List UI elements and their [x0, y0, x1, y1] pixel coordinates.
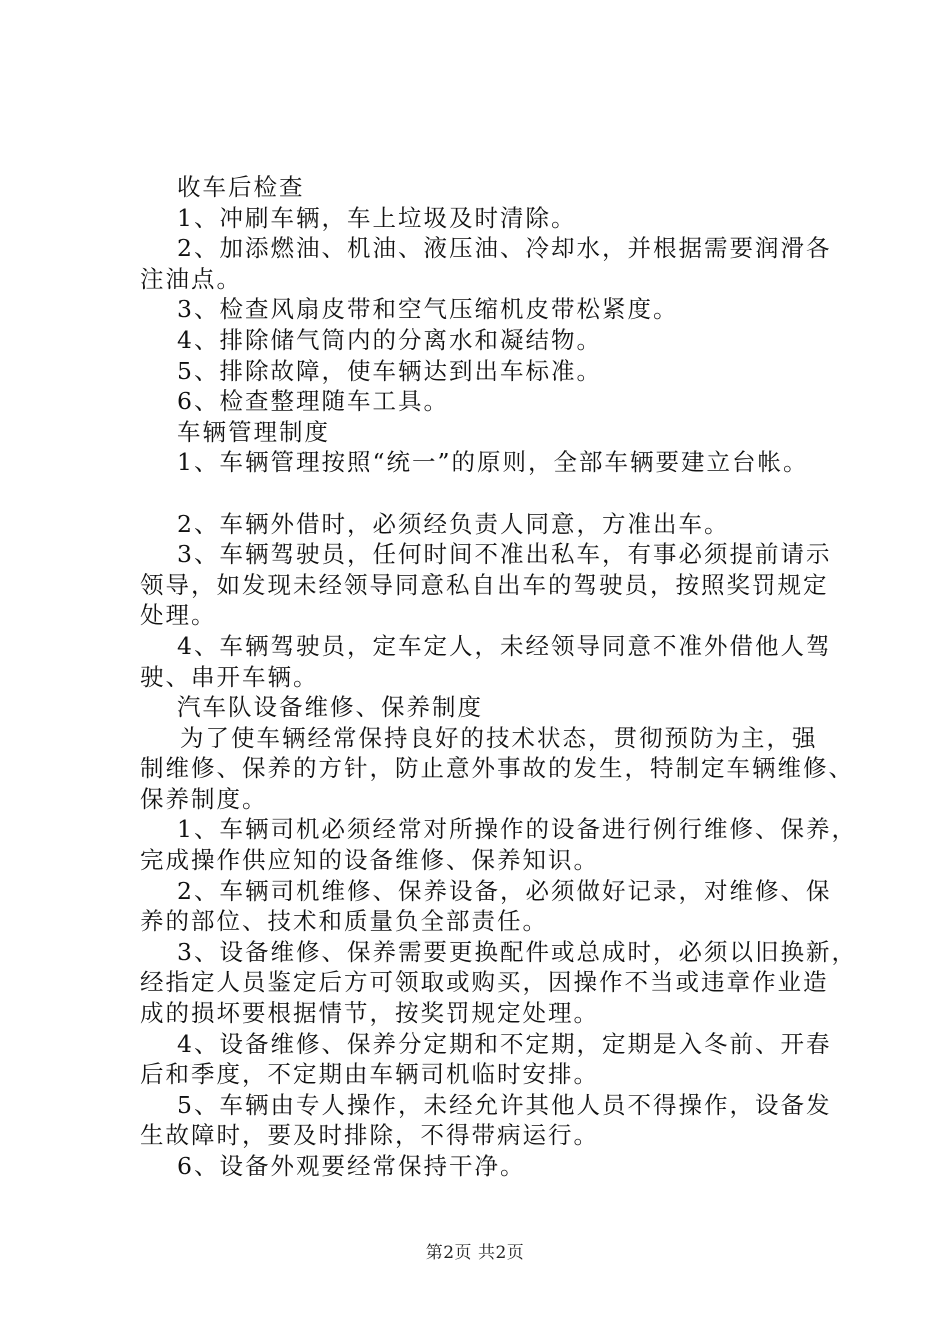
- section-heading-vehicle-management: 车辆管理制度: [177, 417, 330, 446]
- paragraph-line: 保养制度。: [140, 784, 268, 813]
- paragraph-line: 1、车辆管理按照“统一”的原则，全部车辆要建立台帐。: [177, 448, 809, 477]
- document-body: [140, 172, 857, 1182]
- paragraph-line: 完成操作供应知的设备维修、保养知识。: [140, 846, 599, 875]
- paragraph-line: 2、车辆外借时，必须经负责人同意，方准出车。: [177, 509, 730, 538]
- paragraph-line: 注油点。: [140, 264, 242, 293]
- paragraph-line: 1、冲刷车辆，车上垃圾及时清除。: [177, 203, 577, 232]
- paragraph-line: 5、车辆由专人操作，未经允许其他人员不得操作，设备发: [177, 1090, 832, 1119]
- paragraph-line: 养的部位、技术和质量负全部责任。: [140, 907, 548, 936]
- paragraph-line: 3、车辆驾驶员，任何时间不准出私车，有事必须提前请示: [177, 540, 832, 569]
- paragraph-line: 5、排除故障，使车辆达到出车标准。: [177, 356, 602, 385]
- section-heading-post-trip-check: 收车后检查: [177, 173, 305, 201]
- paragraph-line: 4、排除储气筒内的分离水和凝结物。: [177, 325, 602, 354]
- blank-line: [140, 478, 840, 509]
- paragraph-line: 6、检查整理随车工具。: [177, 387, 449, 416]
- paragraph-line: 2、加添燃油、机油、液压油、冷却水，并根据需要润滑各: [177, 234, 832, 263]
- section-heading-maintenance: 汽车队设备维修、保养制度: [177, 693, 483, 722]
- paragraph-line: 后和季度，不定期由车辆司机临时安排。: [140, 1060, 599, 1089]
- paragraph-line: 为了使车辆经常保持良好的技术状态，贯彻预防为主，强: [180, 723, 818, 752]
- paragraph-line: 1、车辆司机必须经常对所操作的设备进行例行维修、保养，: [177, 815, 857, 844]
- paragraph-line: 处理。: [140, 601, 217, 630]
- paragraph-line: 成的损坏要根据情节，按奖罚规定处理。: [140, 999, 599, 1028]
- paragraph-line: 2、车辆司机维修、保养设备，必须做好记录，对维修、保: [177, 876, 832, 905]
- paragraph-line: 3、设备维修、保养需要更换配件或总成时，必须以旧换新，: [177, 937, 857, 966]
- paragraph-line: 制维修、保养的方针，防止意外事故的发生，特制定车辆维修、: [140, 754, 854, 783]
- page-number-footer: 第2页 共2页: [425, 1243, 525, 1263]
- paragraph-line: 驶、串开车辆。: [140, 662, 319, 691]
- paragraph-line: 领导，如发现未经领导同意私自出车的驾驶员，按照奖罚规定: [140, 570, 829, 599]
- paragraph-line: 4、设备维修、保养分定期和不定期，定期是入冬前、开春: [177, 1029, 832, 1058]
- paragraph-line: 3、检查风扇皮带和空气压缩机皮带松紧度。: [177, 295, 679, 324]
- paragraph-line: 6、设备外观要经常保持干净。: [177, 1152, 526, 1180]
- paragraph-line: 经指定人员鉴定后方可领取或购买，因操作不当或违章作业造: [140, 968, 829, 997]
- paragraph-line: 4、车辆驾驶员，定车定人，未经领导同意不准外借他人驾: [177, 631, 832, 660]
- paragraph-line: 生故障时，要及时排除，不得带病运行。: [140, 1121, 599, 1150]
